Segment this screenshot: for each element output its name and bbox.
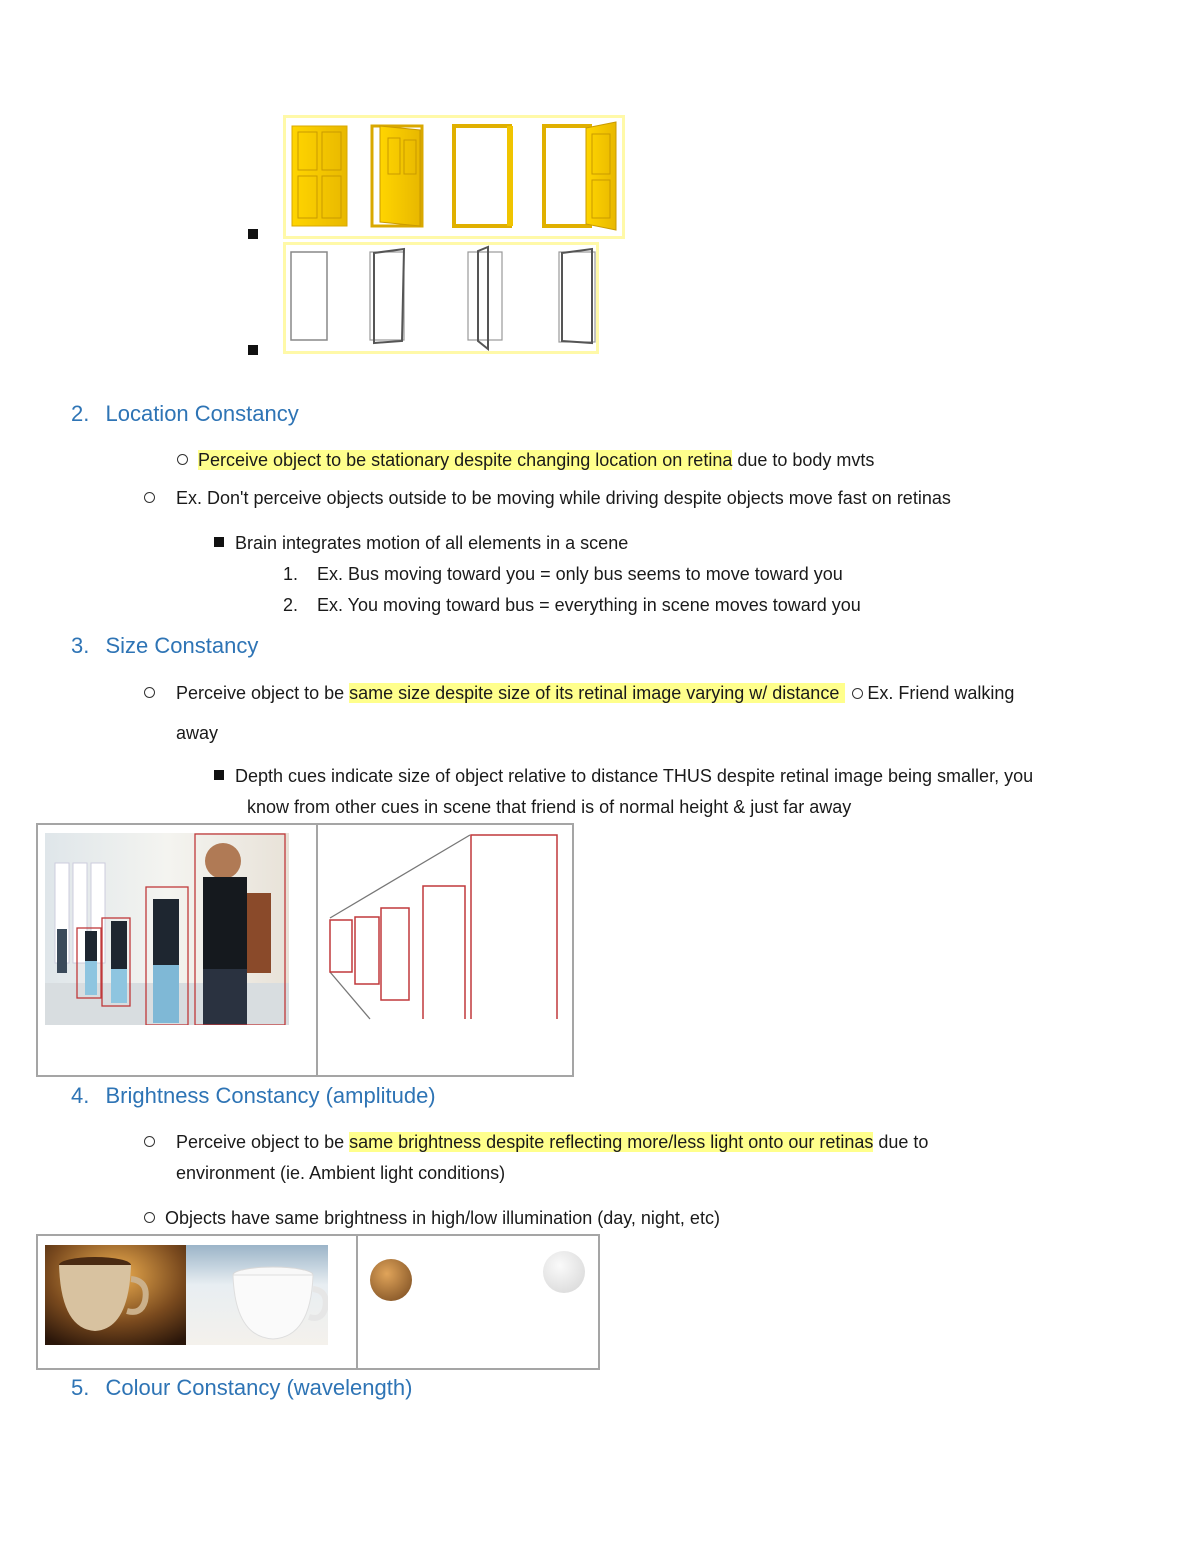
list-number: 1. xyxy=(283,564,299,584)
plain-text: Ex. Friend walking xyxy=(867,683,1015,703)
location-list-item-2 xyxy=(283,593,861,617)
doors-photo-image xyxy=(283,115,625,239)
heading-location-constancy xyxy=(71,400,299,428)
bullet-circle xyxy=(852,688,863,699)
brightness-bullet-1-cont: environment (ie. Ambient light conditions) xyxy=(176,1163,506,1183)
size-sub-bullet-line1: Depth cues indicate size of object relative to distance THUS despite retinal image being smaller, you xyxy=(235,766,1034,786)
plain-text: Perceive object to be xyxy=(176,683,350,703)
cups-photo-image xyxy=(45,1245,328,1345)
heading-title: Size Constancy xyxy=(105,633,259,658)
location-bullet-2: Ex. Don't perceive objects outside to be moving while driving despite objects move fast on retinas xyxy=(176,488,951,508)
walking-friend-illustration xyxy=(45,833,289,1025)
figure-divider xyxy=(316,823,318,1077)
highlighted-text: same size despite size of its retinal image varying w/ distance xyxy=(349,683,845,703)
heading-colour-constancy xyxy=(71,1374,412,1402)
plain-text: Perceive object to be xyxy=(176,1132,350,1152)
brightness-bullet-2: Objects have same brightness in high/low illumination (day, night, etc) xyxy=(165,1208,720,1228)
plain-text: due to xyxy=(873,1132,929,1152)
heading-number: 3. xyxy=(71,633,90,658)
bullet-square xyxy=(248,229,258,239)
bullet-circle xyxy=(144,1212,155,1223)
location-list-item-1 xyxy=(283,562,843,586)
bullet-square xyxy=(248,345,258,355)
door-outlines-image xyxy=(283,242,599,354)
list-number: 2. xyxy=(283,595,299,615)
heading-number: 2. xyxy=(71,401,90,426)
heading-title: Brightness Constancy (amplitude) xyxy=(105,1083,436,1108)
bullet-circle xyxy=(144,687,155,698)
hallway-photo-image xyxy=(45,833,289,1025)
brightness-circles-diagram xyxy=(365,1245,590,1355)
bullet-circle xyxy=(177,454,188,465)
door-outline-illustration xyxy=(286,245,596,351)
brightness-bullet-1 xyxy=(176,1130,928,1154)
size-bullet-1 xyxy=(176,681,1014,705)
heading-size-constancy xyxy=(71,632,258,660)
size-diagram-image xyxy=(325,830,565,1025)
figure-divider xyxy=(356,1234,358,1370)
perspective-boxes-diagram xyxy=(325,830,565,1025)
highlighted-text: same brightness despite reflecting more/less light onto our retinas xyxy=(349,1132,874,1152)
highlighted-text: Perceive object to be stationary despite changing location on retina xyxy=(198,450,733,470)
coffee-cups-illustration xyxy=(45,1245,328,1345)
bullet-circle xyxy=(144,1136,155,1147)
size-bullet-1-cont: away xyxy=(176,723,219,743)
heading-number: 5. xyxy=(71,1375,90,1400)
list-text: Ex. You moving toward bus = everything in scene moves toward you xyxy=(317,595,861,615)
heading-title: Colour Constancy (wavelength) xyxy=(105,1375,413,1400)
heading-brightness-constancy xyxy=(71,1082,436,1110)
size-sub-bullet-line2: know from other cues in scene that friend is of normal height & just far away xyxy=(247,797,852,817)
bullet-square xyxy=(214,770,224,780)
plain-text: due to body mvts xyxy=(732,450,875,470)
bullet-circle xyxy=(144,492,155,503)
location-sub-bullet: Brain integrates motion of all elements in a scene xyxy=(235,533,629,553)
list-text: Ex. Bus moving toward you = only bus seems to move toward you xyxy=(317,564,843,584)
yellow-doors-illustration xyxy=(286,118,622,236)
heading-number: 4. xyxy=(71,1083,90,1108)
bullet-square xyxy=(214,537,224,547)
heading-title: Location Constancy xyxy=(105,401,299,426)
brightness-circles-image xyxy=(365,1245,590,1355)
location-bullet-1 xyxy=(198,448,874,472)
